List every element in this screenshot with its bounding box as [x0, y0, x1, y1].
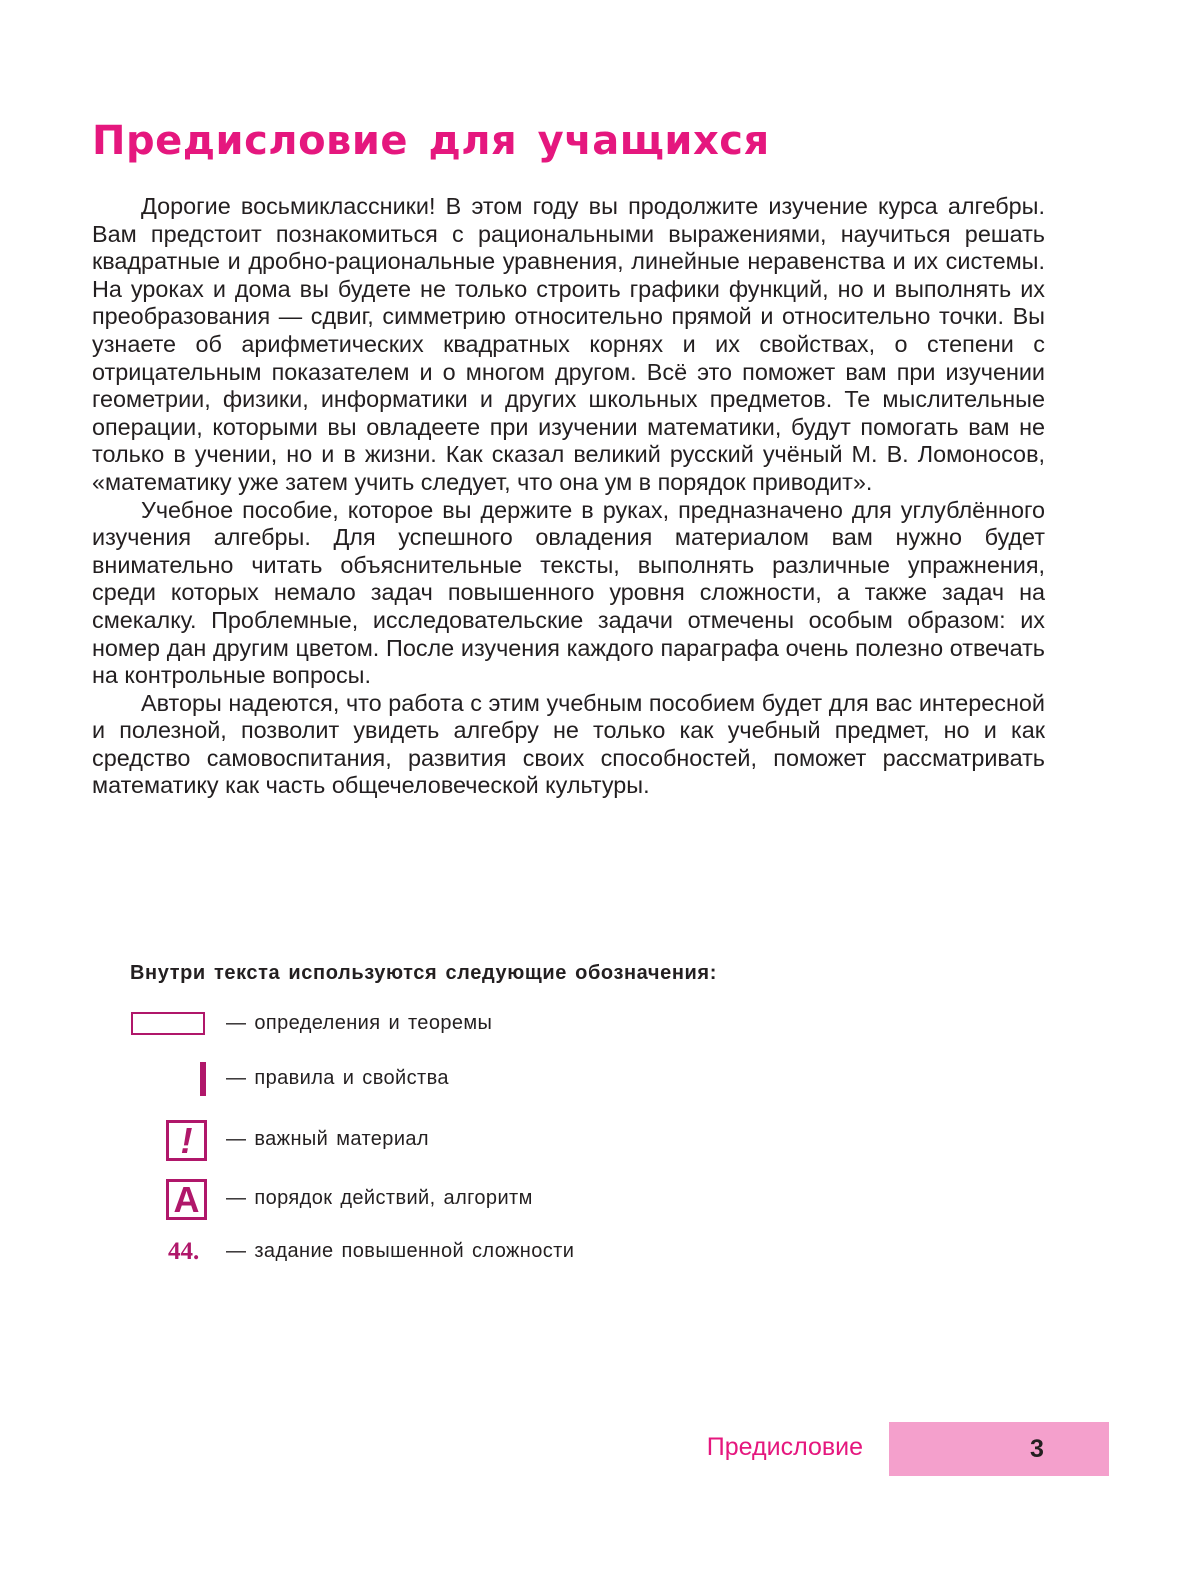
paragraph: Дорогие восьмиклассники! В этом году вы продолжите изучение курса алгебры. Вам предстоит познакомиться с рациональными выражениями, научиться решать квадратные и дробно-рациональные уравнения, линейные неравенства и их системы. На уроках и дома вы будете не только строить графики функций, но и выполнять их преобразования — сдвиг, симметрию относительно прямой и относительно точки. Вы узнаете об арифметических квадратных корнях и их свойствах, о степени с отрицательным показателем и о многом другом. Всё это поможет вам при изучении геометрии, физики, информатики и других школьных предметов. Те мыслительные операции, которыми вы овладеете при изучении математики, будут помогать вам не только в учении, но и в жизни. Как сказал великий русский учёный М. В. Ломоносов, «математику уже затем учить следует, что она ум в порядок приводит». — [92, 193, 1045, 495]
letter-a-box-icon: A — [166, 1179, 207, 1220]
legend-item-important — [130, 1120, 850, 1160]
paragraph: Авторы надеются, что работа с этим учебным пособием будет для вас интересной и полезной, позволит увидеть алгебру не только как учебный предмет, но и как средство самовоспитания, развития своих способностей, поможет рассматривать математику как часть общечеловеческой культуры. — [92, 689, 1045, 799]
legend-item-text: — определения и теоремы — [226, 1012, 493, 1034]
legend-item-text: — правила и свойства — [226, 1067, 449, 1089]
legend-heading: Внутри текста используются следующие обозначения: — [130, 962, 717, 984]
page-title: Предисловие для учащихся — [92, 118, 770, 164]
legend-item-text: — задание повышенной сложности — [226, 1240, 575, 1262]
paragraph: Учебное пособие, которое вы держите в руках, предназначено для углублённого изучения алгебры. Для успешного овладения материалом вам нужно будет внимательно читать объяснительные тексты, выполнять различные упражнения, среди которых немало задач повышенного уровня сложности, а также задач на смекалку. Проблемные, исследовательские задачи отмечены особым образом: их номер дан другим цветом. После изучения каждого параграфа очень полезно отвечать на контрольные вопросы. — [92, 496, 1045, 689]
frame-box-icon — [131, 1012, 205, 1035]
exclamation-box-icon: ! — [166, 1120, 207, 1161]
legend-item-text: — порядок действий, алгоритм — [226, 1187, 533, 1209]
legend-item-advanced — [130, 1240, 850, 1280]
legend-item-rules — [130, 1062, 850, 1102]
legend — [130, 962, 850, 1265]
legend-item-definitions — [130, 1012, 850, 1052]
legend-item-text: — важный материал — [226, 1128, 429, 1150]
preface-body — [92, 193, 1045, 800]
page-number-tab — [889, 1422, 1109, 1476]
page-number: 3 — [1030, 1435, 1044, 1463]
footer-section-label: Предисловие — [706, 1433, 863, 1461]
task-number-icon: 44. — [168, 1238, 200, 1265]
legend-item-algorithm — [130, 1179, 850, 1219]
vertical-bar-icon — [200, 1062, 206, 1096]
